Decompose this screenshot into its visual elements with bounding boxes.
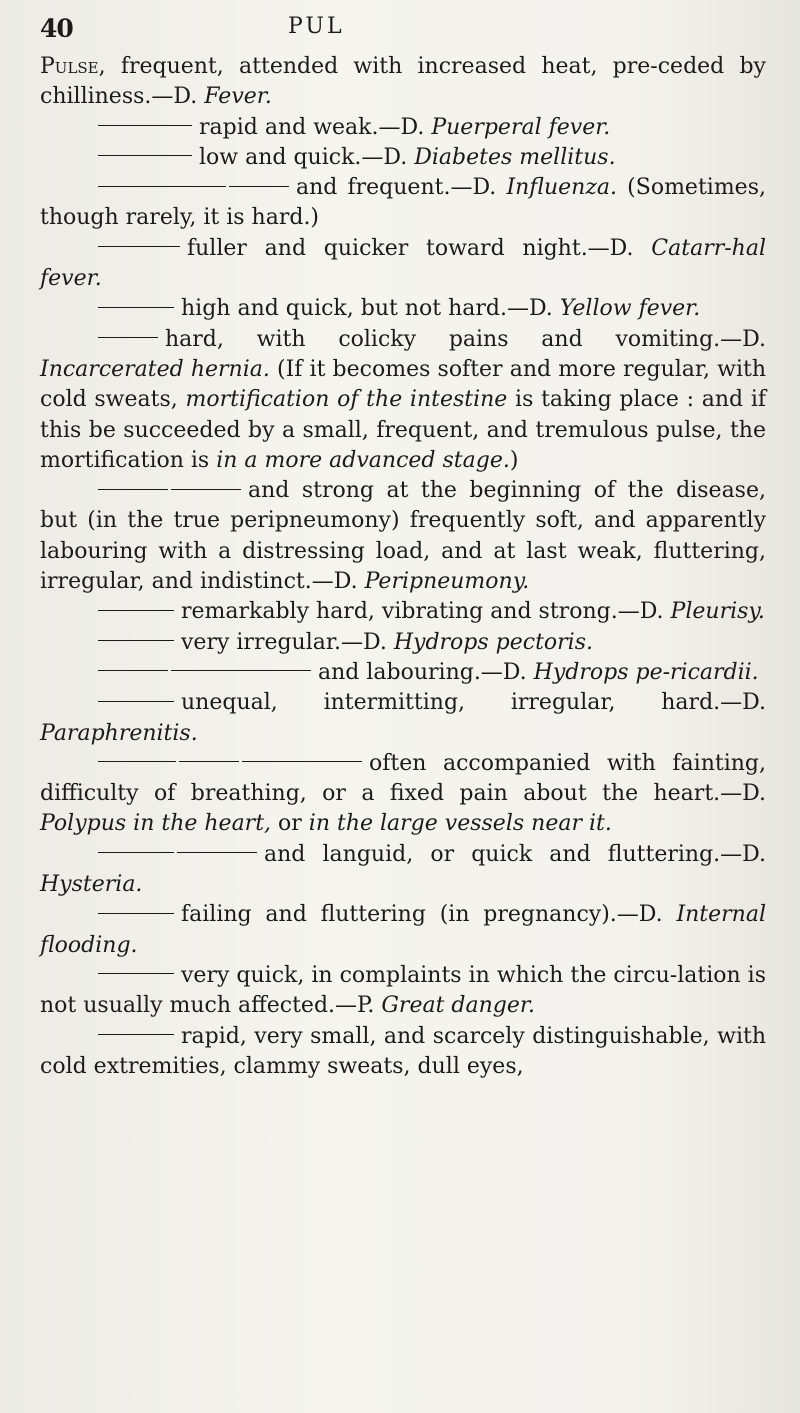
ditto-dash	[229, 186, 289, 187]
entry-text: very quick, in complaints in which the circu-lation is not usually much affected.—P.	[40, 962, 766, 1019]
disease-name: Incarcerated hernia.	[40, 356, 270, 382]
entry-text: hard, with colicky pains and vomiting.—D.	[165, 326, 766, 352]
entry-text: unequal, intermitting, irregular, hard.—D.	[181, 690, 766, 716]
entry-text: failing and fluttering (in pregnancy).—D.	[181, 902, 677, 928]
entry-tail: (Sometimes, though rarely, it is hard.)	[40, 175, 766, 231]
entry-text: high and quick, but not hard.—D.	[181, 296, 560, 322]
disease-name: Hydrops pe-ricardii.	[533, 659, 759, 685]
entry-puerperal-fever	[40, 113, 766, 143]
disease-name: Fever.	[204, 84, 272, 110]
disease-name: Great danger.	[381, 993, 535, 1019]
entry-internal-flooding	[40, 900, 766, 961]
entry-text: low and quick.—D.	[199, 144, 415, 170]
ditto-dash	[98, 337, 158, 338]
ditto-dash	[98, 973, 174, 974]
entry-tail: )	[509, 447, 519, 473]
entry-great-danger	[40, 961, 766, 1022]
ditto-dash	[179, 761, 239, 762]
ditto-dash	[98, 186, 226, 187]
entry-tail-italic: mortification of the intestine	[185, 387, 508, 413]
disease-name: Catarr-hal fever.	[40, 235, 766, 292]
ditto-dash	[98, 701, 174, 702]
disease-name: Internal flooding.	[40, 902, 766, 958]
disease-name: Influenza.	[506, 175, 618, 201]
entry-tail: is taking place : and if this be succeeded by a small, frequent, and tremulous pulse, the mortification is	[40, 387, 766, 473]
entry-paraphrenitis	[40, 688, 766, 749]
ditto-dash	[98, 155, 192, 156]
entry-hydrops-pectoris	[40, 628, 766, 658]
disease-name: Polypus in the heart,	[40, 811, 272, 837]
page-number: 40	[40, 14, 73, 43]
disease-name: Puerperal fever.	[431, 114, 611, 140]
page-header	[40, 12, 766, 52]
entry-text: very irregular.—D.	[181, 629, 394, 655]
entry-tail: or	[271, 811, 309, 837]
entry-text: frequent, attended with increased heat, pre-ceded by chilliness.—D.	[40, 54, 766, 110]
entry-polypus	[40, 749, 766, 840]
entry-text: and frequent.—D.	[296, 175, 507, 201]
ditto-dash	[98, 913, 174, 914]
entry-hydrops-pericardii	[40, 658, 766, 688]
entry-text: fuller and quicker toward night.—D.	[187, 235, 652, 261]
ditto-dash	[98, 1034, 174, 1035]
ditto-dash	[98, 307, 174, 308]
ditto-dash	[98, 489, 168, 490]
ditto-dash	[98, 246, 180, 247]
entry-influenza	[40, 173, 766, 234]
entry-incarcerated-hernia	[40, 325, 766, 476]
entry-catarrhal-fever	[40, 234, 766, 295]
ditto-dash	[171, 670, 311, 671]
entry-tail-italic: in a more advanced stage.	[216, 447, 510, 473]
entry-text: remarkably hard, vibrating and strong.—D.	[181, 599, 671, 625]
entry-tail-italic: in the large vessels near it.	[308, 811, 612, 837]
ditto-dash	[242, 761, 362, 762]
ditto-dash	[98, 761, 176, 762]
ditto-dash	[171, 489, 241, 490]
entry-pleurisy	[40, 597, 766, 627]
ditto-dash	[98, 640, 174, 641]
ditto-dash	[98, 670, 168, 671]
disease-name: Hydrops pectoris.	[393, 629, 593, 655]
entry-text: and labouring.—D.	[318, 659, 534, 685]
entry-fever	[40, 52, 766, 113]
entry-tail: (If it becomes softer and more regular, with cold sweats,	[40, 356, 766, 413]
disease-name: Peripneumony.	[364, 569, 530, 595]
entry-diabetes	[40, 143, 766, 173]
entry-text: and strong at the beginning of the disease, but (in the true peripneumony) frequently soft, and apparently labouring with a distressing load, and at last weak, fluttering, irregular, and indistinct.—D.	[40, 478, 766, 595]
dictionary-entries	[40, 52, 766, 1082]
disease-name: Hysteria.	[40, 872, 143, 898]
entry-peripneumony	[40, 476, 766, 597]
ditto-dash	[98, 125, 192, 126]
entry-hysteria	[40, 840, 766, 901]
running-head: PUL	[288, 14, 345, 39]
disease-name: Diabetes mellitus.	[414, 144, 616, 170]
ditto-dash	[98, 610, 174, 611]
headword: Pulse,	[40, 54, 106, 79]
entry-text: rapid, very small, and scarcely distinguishable, with cold extremities, clammy sweats, dull eyes,	[40, 1023, 766, 1079]
entry-yellow-fever	[40, 294, 766, 324]
entry-rapid-very-small	[40, 1022, 766, 1083]
ditto-dash	[98, 852, 174, 853]
entry-text: and languid, or quick and fluttering.—D.	[264, 841, 766, 867]
disease-name: Paraphrenitis.	[40, 720, 198, 746]
disease-name: Pleurisy.	[670, 599, 765, 625]
entry-text: rapid and weak.—D.	[199, 114, 432, 140]
entry-text: often accompanied with fainting, difficulty of breathing, or a fixed pain about the heart.—D.	[40, 750, 766, 807]
ditto-dash	[177, 852, 257, 853]
disease-name: Yellow fever.	[559, 296, 701, 322]
